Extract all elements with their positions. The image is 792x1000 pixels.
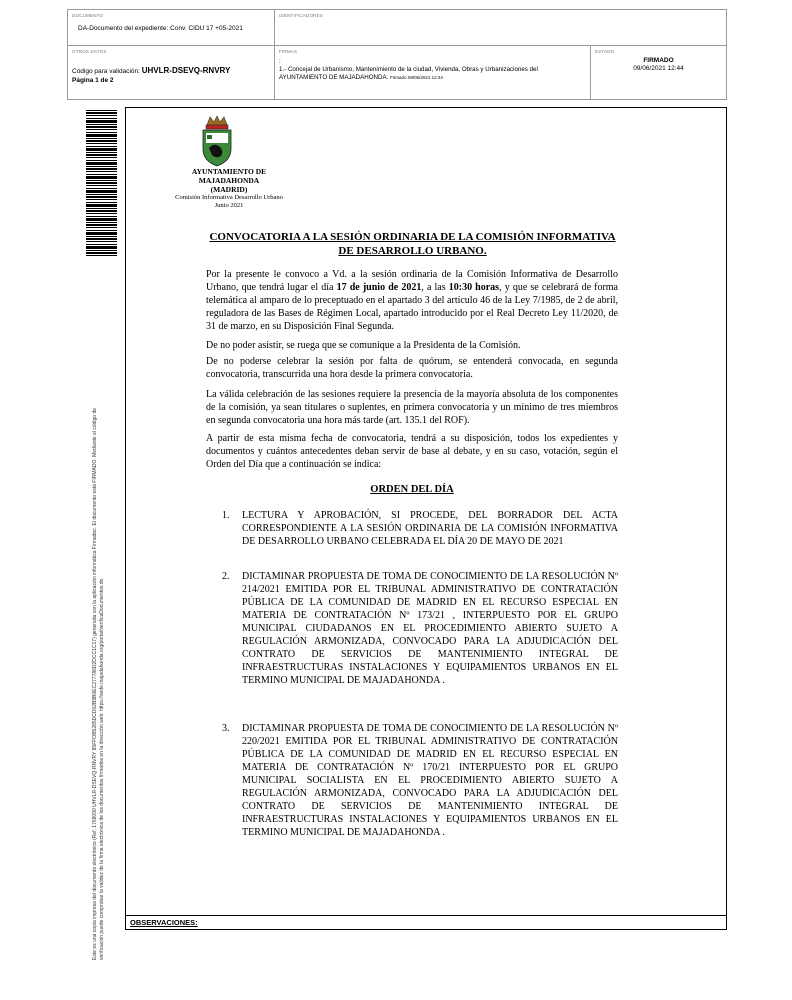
firmas-cell: [275, 46, 591, 99]
paragraph-mayoria: La válida celebración de las sesiones requiere la presencia de la mayoría absoluta de los componentes de la comisión, ya sean titulares o suplentes, en primera convocatoria y un mínimo de tres miembros en segunda convocatoria una hora más tarde (art. 135.1 del ROF).: [206, 389, 618, 426]
side-note-line2: verificación puede comprobar la validez de la firma electrónica de los documentos firmados en la dirección web: https://sede.majadahonda.org/portal/verificaDocumentos.do: [99, 578, 105, 960]
header-date: Junio 2021: [214, 202, 244, 209]
item-text: DICTAMINAR PROPUESTA DE TOMA DE CONOCIMIENTO DE LA RESOLUCIÓN Nº 220/2021 EMITIDA POR EL TRIBUNAL ADMINISTRATIVO DE CONTRATACIÓN PÚBLICA DE LA COMUNIDAD DE MADRID EN EL RECURSO ESPECIAL EN MATERIA DE CONTRATACIÓN Nº 170/21 INTERPUESTO POR EL GRUPO MUNICIPAL SOCIALISTA EN EL PROCEDIMIENTO ABIERTO SUJETO A REGULACIÓN ARMONIZADA, CONVOCADO PARA LA ADJUDICACIÓN DEL CONTRATO DE SERVICIOS DE MANTENIMIENTO INTEGRAL DE INFRAESTRUCTURAS INSTALACIONES Y EQUIPAMIENTOS URBANOS EN EL TERMINO MUNICIPAL DE MAJADAHONDA .: [242, 723, 618, 838]
header-line-2: MAJADAHONDA: [198, 176, 260, 185]
firmas-text: 1.- Concejal de Urbanismo, Mantenimiento de la ciudad, Vivienda, Obras y Urbanizaciones del AYUNTAMIENTO DE MAJADAHONDA.: [279, 66, 538, 81]
paragraph-convocatoria: [206, 268, 618, 333]
pagina-indicator: Página 1 de 2: [72, 77, 114, 84]
p1-text-a: Por la presente le convoco a Vd. a la sesión ordinaria de la Comisión Informativa de Desarrollo Urbano, que tendrá lugar el día: [206, 269, 618, 293]
barcode-icon: [86, 110, 117, 258]
firmas-timestamp: Firmado 09/06/2021 12:44: [390, 75, 443, 80]
item-number: 2.: [222, 571, 230, 582]
header-commission: Comisión Informativa Desarrollo Urbano: [175, 194, 283, 201]
estado-cell: [591, 46, 726, 99]
verification-side-note: [92, 260, 106, 960]
documento-label: DOCUMENTO: [72, 13, 104, 18]
observaciones-label: OBSERVACIONES:: [130, 918, 198, 927]
observaciones-box: [126, 915, 726, 929]
estado-date: 09/06/2021 12:44: [633, 65, 684, 72]
side-note-line1: Este es una copia impresa del documento electrónico (Ref: 1768090 UHVLR-DSEVQ-RNVRY 85FFOB5285DCD02B9B0EC277786D2DCC1C17) generada con la aplicación informática Firmadoc. El documento está FIRMADO. Mediante el código de: [92, 407, 98, 960]
identificadores-label: IDENTIFICADORES: [279, 13, 324, 18]
session-date: 17 de junio de 2021: [336, 282, 422, 293]
session-time: 10:30 horas: [448, 282, 500, 293]
identificadores-cell: [275, 10, 726, 46]
p1-text-c: , y que se celebrará de forma telemática al amparo de lo preceptuado en el apartado 3 del artículo 46 de la Ley 7/1985, de 2 de abril, reguladora de las Bases de Régimen Local, apartado introducido por el Real Decreto Ley 11/2020, de 31 de marzo, en su Disposición Final Segunda.: [206, 282, 619, 332]
orden-del-dia-title: ORDEN DEL DÍA: [370, 484, 454, 495]
paragraph-asistencia: De no poder asistir, se ruega que se comunique a la Presidenta de la Comisión.: [206, 340, 521, 351]
firmas-colon: :: [279, 58, 281, 65]
coat-of-arms-icon: [198, 115, 236, 167]
header-line-3: (MADRID): [210, 185, 248, 194]
ayuntamiento-header: [155, 167, 303, 210]
paragraph-expedientes: A partir de esta misma fecha de convocatoria, tendrá a su disposición, todos los expedientes y documentos y cuántos antecedentes deban servir de base al debate, y en su caso, votación, según el Orden del Día que a continuación se indica:: [206, 433, 618, 470]
item-number: 1.: [222, 510, 230, 521]
item-text: DICTAMINAR PROPUESTA DE TOMA DE CONOCIMIENTO DE LA RESOLUCIÓN Nº 214/2021 EMITIDA POR EL TRIBUNAL ADMINISTRATIVO DE CONTRATACIÓN PÚBLICA DE LA COMUNIDAD DE MADRID EN EL RECURSO ESPECIAL EN MATERIA DE CONTRATACIÓN Nº 173/21 , INTERPUESTO POR EL GRUPO MUNICIPAL CIUDADANOS EN EL PROCEDIMIENTO ABIERTO SUJETO A REGULACIÓN ARMONIZADA, CONVOCADO PARA LA ADJUDICACIÓN DEL CONTRATO DE SERVICIOS DE MANTENIMIENTO INTEGRAL DE INFRAESTRUCTURAS INSTALACIONES Y EQUIPAMIENTOS URBANOS EN EL TERMINO MUNICIPAL DE MAJADAHONDA .: [242, 571, 618, 686]
item-text: LECTURA Y APROBACIÓN, SI PROCEDE, DEL BORRADOR DEL ACTA CORRESPONDIENTE A LA SESIÓN ORDINARIA DE LA COMISIÓN INFORMATIVA DE DESARROLLO URBANO CELEBRADA EL DÍA 20 DE MAYO DE 2021: [242, 510, 618, 547]
codigo-label: Código para validación:: [72, 68, 140, 75]
estado-label: ESTADO: [595, 49, 615, 54]
paragraph-quorum: De no poderse celebrar la sesión por falta de quórum, se entenderá convocada, en segunda convocatoria, transcurrida una hora desde la primera convocatoria.: [206, 356, 618, 380]
signature-metadata-table: [67, 9, 727, 100]
firmas-label: FIRMAS: [279, 49, 298, 54]
page-title: CONVOCATORIA A LA SESIÓN ORDINARIA DE LA COMISIÓN INFORMATIVA DE DESARROLLO URBANO.: [209, 231, 616, 257]
item-number: 3.: [222, 723, 230, 734]
otros-datos-label: OTROS DATOS: [72, 49, 107, 54]
otros-datos-cell: [68, 46, 275, 99]
header-line-1: AYUNTAMIENTO DE: [191, 167, 267, 176]
documento-text: DA-Documento del expediente: Conv. CIDU 17 +05-2021: [78, 25, 243, 32]
codigo-value: UHVLR-DSEVQ-RNVRY: [141, 66, 231, 75]
estado-value: FIRMADO: [643, 57, 674, 64]
p1-text-b: , a las: [421, 282, 449, 293]
documento-cell: [68, 10, 275, 46]
